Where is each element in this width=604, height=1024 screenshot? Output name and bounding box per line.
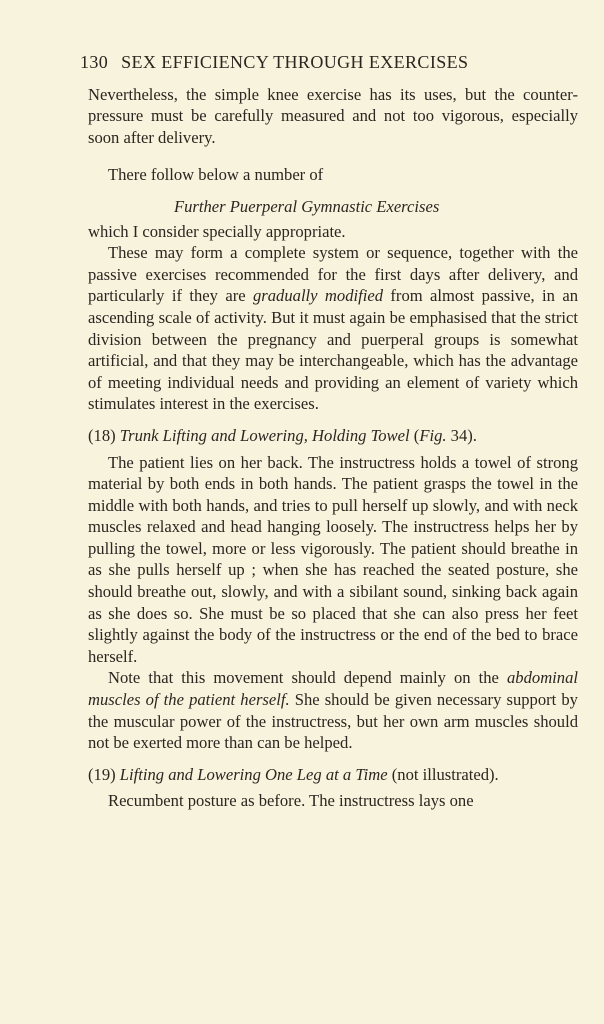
section-subheading: Further Puerperal Gymnastic Exercises [174, 196, 440, 216]
book-page [80, 52, 579, 812]
exercise-18-heading [88, 425, 578, 447]
paragraph-these-may-form [88, 242, 578, 415]
paragraph-which-i-consider: which I consider specially appropriate. [88, 221, 346, 241]
exercise-19-heading [88, 764, 578, 786]
exercise-title: Trunk Lifting and Lowering, Holding Towel [119, 425, 410, 445]
text-span: These may form a complete system or sequence, together with the passive exercises recommended for the first days after delivery, and particularly if they are [88, 243, 578, 306]
fig-paren-open: ( [409, 425, 420, 445]
text-span: Note that this movement should depend mainly on the [108, 668, 507, 688]
text-span: She should be given necessary support by the muscular power of the instructress, but her own arm muscles should not be exerted more than can be helped. [88, 690, 578, 753]
fig-number: 34 [446, 425, 468, 445]
running-title: SEX EFFICIENCY THROUGH EXERCISES [121, 52, 469, 72]
exercise-title: Lifting and Lowering One Leg at a Time [119, 764, 388, 784]
exercise-note: (not illustrated). [387, 764, 499, 784]
running-header [80, 52, 578, 74]
text-span: from almost passive, in an ascending scale of activity. But it must again be emphasised that the strict division between the pregnancy and puerperal groups is somewhat artificial, and that they may be interchangeable, which has the advantage of meeting individual needs and providing an element of variety which stimulates interest in the exercises. [88, 286, 579, 414]
fig-paren-close: ). [467, 425, 477, 445]
paragraph-recumbent-posture: Recumbent posture as before. The instructress lays one [108, 791, 474, 811]
paragraph-nevertheless: Nevertheless, the simple knee exercise has its uses, but the counter-pressure must be carefully measured and not too vigorous, especially soon after delivery. [88, 84, 578, 147]
paragraph-there-follow: There follow below a number of [108, 165, 324, 185]
emphasis-gradually-modified: gradually modified [253, 286, 383, 306]
page-number: 130 [80, 52, 109, 72]
exercise-number: (18) [88, 425, 120, 445]
emphasis-abdominal-muscles: abdominal muscles of the patient herself. [88, 668, 578, 710]
fig-label: Fig. [419, 425, 447, 445]
exercise-number: (19) [88, 764, 120, 784]
paragraph-patient-lies: The patient lies on her back. The instructress holds a towel of strong material by both ends in both hands. The patient grasps the towel in the middle with both hands, and tries to pull herself up slowly, and with neck muscles relaxed and head hanging loosely. The instructress helps her by pulling the towel, more or less vigorously. The patient should breathe in as she pulls herself up ; when she has reached the seated posture, she should breathe out, slowly, and with a sibilant sound, sinking back again as she does so. She must be so placed that she can also press her feet slightly against the body of the instructress or the end of the bed to brace herself. [88, 452, 578, 666]
paragraph-note-that [88, 667, 578, 753]
